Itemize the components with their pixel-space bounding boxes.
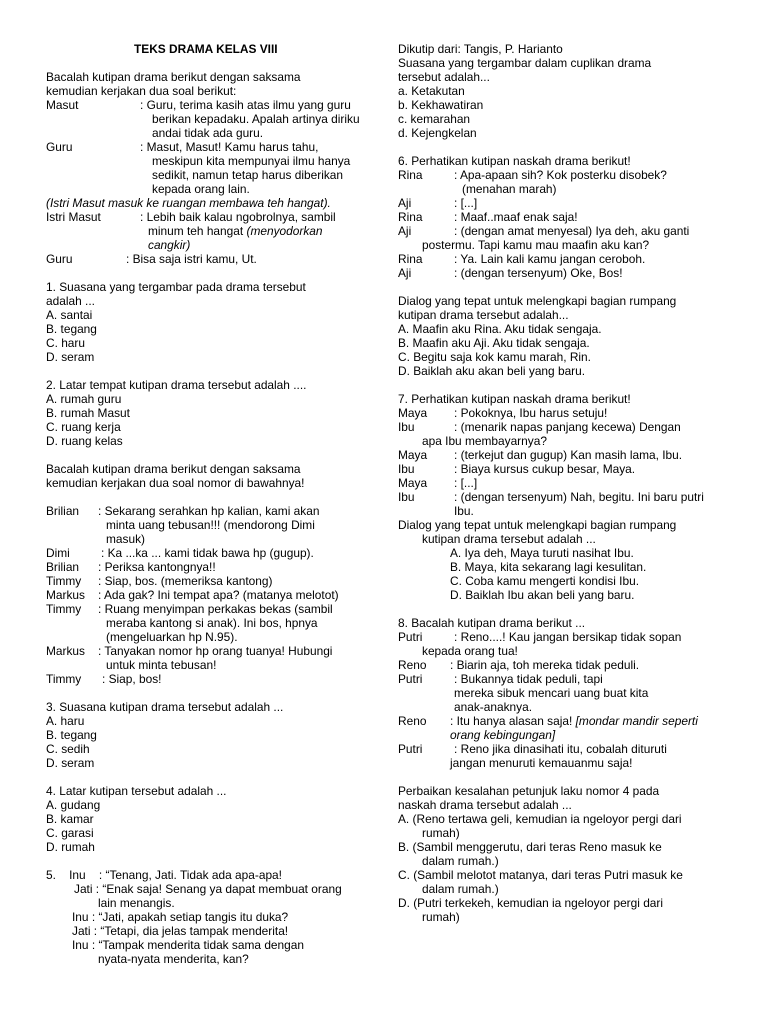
intro-2-line-2: kemudian kerjakan dua soal nomor di bawahnya! [46, 476, 305, 490]
answer-option: B. tegang [46, 322, 97, 336]
left-column [46, 42, 372, 966]
speaker-name: Ibu [398, 462, 415, 476]
question-5-dialog: Jati : “Tetapi, dia jelas tampak menderita! [72, 924, 289, 938]
question-8-prompt: Perbaikan kesalahan petunjuk laku nomor 4 pada [398, 784, 660, 798]
dialog-text: : Biarin aja, toh mereka tidak peduli. [450, 658, 640, 672]
answer-option: A. gudang [46, 798, 101, 812]
question-7-prompt: kutipan drama tersebut adalah ... [422, 532, 596, 546]
speaker-name: Timmy [46, 602, 82, 616]
dialog-text: apa Ibu membayarnya? [422, 434, 547, 448]
source-citation: Dikutip dari: Tangis, P. Harianto [398, 42, 563, 56]
intro-2-line-1: Bacalah kutipan drama berikut dengan saksama [46, 462, 301, 476]
dialog-line [398, 448, 730, 462]
dialog-text-mixed [450, 714, 730, 728]
answer-option: c. kemarahan [398, 112, 471, 126]
speaker-name: Rina [398, 252, 423, 266]
speaker-name: Masut [46, 98, 79, 112]
answer-option: dalam rumah.) [422, 854, 499, 868]
dialog-text: masuk) [106, 532, 145, 546]
speaker-name: Timmy [46, 672, 82, 686]
answer-option: B. Maafin aku Aji. Aku tidak sengaja. [398, 336, 590, 350]
answer-option: a. Ketakutan [398, 84, 465, 98]
dialog-text: : [...] [454, 476, 478, 490]
dialog-text: : (dengan amat menyesal) Iya deh, aku ganti [454, 224, 690, 238]
speaker-name: Aji [398, 224, 412, 238]
dialog-text: : Bisa saja istri kamu, Ut. [126, 252, 257, 266]
dialog-text: : Ruang menyimpan perkakas bekas (sambil [98, 602, 333, 616]
dialog-text: : Biaya kursus cukup besar, Maya. [454, 462, 636, 476]
answer-option: dalam rumah.) [422, 882, 499, 896]
dialog-text: : Ya. Lain kali kamu jangan ceroboh. [454, 252, 646, 266]
speaker-name: Istri Masut [46, 210, 101, 224]
dialog-line [398, 476, 730, 490]
answer-option: B. Maya, kita sekarang lagi kesulitan. [450, 560, 647, 574]
dialog-text: : (dengan tersenyum) Oke, Bos! [454, 266, 623, 280]
dialog-text: Ibu. [454, 504, 474, 518]
answer-option: A. rumah guru [46, 392, 122, 406]
dialog-line [398, 252, 730, 266]
dialog-line [398, 196, 730, 210]
question-6-stem: 6. Perhatikan kutipan naskah drama berikut! [398, 154, 631, 168]
speaker-name: Aji [398, 266, 412, 280]
dialog-text: untuk minta tebusan! [106, 658, 217, 672]
dialog-text: meraba kantong si anak). Ini bos, hpnya [106, 616, 318, 630]
question-1-stem: adalah ... [46, 294, 95, 308]
answer-option: C. Begitu saja kok kamu marah, Rin. [398, 350, 591, 364]
right-column [398, 42, 730, 924]
speaker-name: Putri [398, 630, 423, 644]
dialog-line [398, 490, 730, 504]
dialog-text: : (terkejut dan gugup) Kan masih lama, Ibu. [454, 448, 683, 462]
dialog-line [398, 714, 730, 728]
answer-option: C. (Sambil melotot matanya, dari teras Putri masuk ke [398, 868, 683, 882]
question-5-stem: tersebut adalah... [398, 70, 490, 84]
dialog-text: : Lebih baik kalau ngobrolnya, sambil [140, 210, 336, 224]
dialog-text: berikan kepadaku. Apalah artinya diriku [152, 112, 360, 126]
speaker-name: Reno [398, 714, 427, 728]
answer-option: D. seram [46, 350, 95, 364]
speaker-name: Aji [398, 196, 412, 210]
dialog-line [398, 168, 730, 182]
dialog-line [398, 224, 730, 238]
answer-option: B. tegang [46, 728, 97, 742]
dialog-text: minta uang tebusan!!! (mendorong Dimi [106, 518, 315, 532]
answer-option: A. santai [46, 308, 93, 322]
dialog-2-line [46, 560, 372, 574]
dialog-text: meskipun kita mempunyai ilmu hanya [152, 154, 351, 168]
dialog-text: : Pokoknya, Ibu harus setuju! [454, 406, 608, 420]
answer-option: B. rumah Masut [46, 406, 130, 420]
dialog-line [398, 406, 730, 420]
stage-direction: orang kebingungan] [450, 728, 556, 742]
answer-option: C. Coba kamu mengerti kondisi Ibu. [450, 574, 640, 588]
dialog-text: : Siap, bos! [102, 672, 162, 686]
dialog-line [398, 630, 730, 644]
answer-option: D. rumah [46, 840, 95, 854]
answer-option: B. kamar [46, 812, 94, 826]
dialog-1-line [46, 210, 372, 224]
dialog-text: : Reno....! Kau jangan bersikap tidak sopan [454, 630, 682, 644]
question-7-prompt: Dialog yang tepat untuk melengkapi bagian rumpang [398, 518, 677, 532]
speaker-name: Brilian [46, 504, 80, 518]
dialog-text-mixed [46, 224, 372, 238]
answer-option: A. haru [46, 714, 85, 728]
dialog-text: kepada orang tua! [422, 644, 518, 658]
speaker-name: Maya [398, 476, 428, 490]
dialog-2-line [46, 504, 372, 518]
answer-option: A. Iya deh, Maya turuti nasihat Ibu. [450, 546, 634, 560]
dialog-2-line [46, 588, 372, 602]
dialog-line [398, 210, 730, 224]
question-5-dialog: Jati : “Enak saja! Senang ya dapat membuat orang [74, 882, 342, 896]
dialog-text: sedikit, namun tetap harus diberikan [152, 168, 344, 182]
question-5-dialog: lain menangis. [98, 896, 175, 910]
stage-direction: (Istri Masut masuk ke ruangan membawa teh hangat). [46, 196, 331, 210]
speaker-name: Markus [46, 588, 85, 602]
speaker-name: Maya [398, 448, 428, 462]
speaker-name: Putri [398, 742, 423, 756]
dialog-1-line [46, 98, 372, 112]
speaker-name: Reno [398, 658, 427, 672]
dialog-1-line [46, 140, 372, 154]
dialog-text: anak-anaknya. [454, 700, 533, 714]
answer-option: rumah) [422, 826, 460, 840]
speaker-name: Timmy [46, 574, 82, 588]
question-2-stem: 2. Latar tempat kutipan drama tersebut adalah .... [46, 378, 307, 392]
question-5-dialog: Inu : “Tampak menderita tidak sama dengan [72, 938, 304, 952]
intro-1-line-2: kemudian kerjakan dua soal berikut: [46, 84, 237, 98]
answer-option: b. Kekhawatiran [398, 98, 484, 112]
answer-option: B. (Sambil menggerutu, dari teras Reno masuk ke [398, 840, 662, 854]
dialog-line [398, 420, 730, 434]
stage-direction: (menyodorkan [246, 224, 323, 238]
dialog-2-line [46, 574, 372, 588]
answer-option: D. Baiklah aku akan beli yang baru. [398, 364, 586, 378]
question-1-stem: 1. Suasana yang tergambar pada drama tersebut [46, 280, 306, 294]
question-8-stem: 8. Bacalah kutipan drama berikut ... [398, 616, 586, 630]
dialog-text: jangan menuruti kemauanmu saja! [450, 756, 633, 770]
dialog-text: : [...] [454, 196, 478, 210]
dialog-2-line [46, 546, 372, 560]
answer-option: C. sedih [46, 742, 90, 756]
dialog-text: : Bukannya tidak peduli, tapi [454, 672, 603, 686]
question-3-stem: 3. Suasana kutipan drama tersebut adalah ... [46, 700, 284, 714]
dialog-line [398, 742, 730, 756]
speaker-name: Ibu [398, 490, 415, 504]
dialog-text: kepada orang lain. [152, 182, 250, 196]
dialog-text: : Maaf..maaf enak saja! [454, 210, 578, 224]
question-4-stem: 4. Latar kutipan tersebut adalah ... [46, 784, 227, 798]
dialog-text: : Ada gak? Ini tempat apa? (matanya melotot) [98, 588, 339, 602]
dialog-text: : Reno jika dinasihati itu, cobalah dituruti [454, 742, 667, 756]
answer-option: rumah) [422, 910, 460, 924]
stage-direction: cangkir) [148, 238, 191, 252]
speaker-name: Rina [398, 168, 423, 182]
question-7-stem: 7. Perhatikan kutipan naskah drama berikut! [398, 392, 631, 406]
page-title: TEKS DRAMA KELAS VIII [134, 42, 278, 56]
speaker-name: Guru [46, 140, 73, 154]
answer-option: C. garasi [46, 826, 94, 840]
answer-option: A. Maafin aku Rina. Aku tidak sengaja. [398, 322, 602, 336]
dialog-2-line [46, 602, 372, 616]
dialog-text: : Itu hanya alasan saja! [450, 714, 576, 728]
answer-option: D. (Putri terkekeh, kemudian ia ngeloyor pergi dari [398, 896, 664, 910]
answer-option: D. seram [46, 756, 95, 770]
dialog-text: : Sekarang serahkan hp kalian, kami akan [98, 504, 320, 518]
stage-direction: [mondar mandir seperti [575, 714, 698, 728]
speaker-name: Ibu [398, 420, 415, 434]
dialog-2-line [46, 672, 372, 686]
dialog-text: : Ka ...ka ... kami tidak bawa hp (gugup). [101, 546, 314, 560]
dialog-text: : Tanyakan nomor hp orang tuanya! Hubungi [98, 644, 333, 658]
dialog-1-line [46, 252, 372, 266]
answer-option: C. haru [46, 336, 85, 350]
dialog-text: : (menarik napas panjang kecewa) Dengan [454, 420, 681, 434]
question-5-dialog: Inu : “Jati, apakah setiap tangis itu duka? [72, 910, 289, 924]
dialog-text: minum teh hangat [148, 224, 247, 238]
speaker-name: Putri [398, 672, 423, 686]
dialog-text: : Guru, terima kasih atas ilmu yang guru [140, 98, 351, 112]
answer-option: d. Kejengkelan [398, 126, 477, 140]
speaker-name: Dimi [46, 546, 70, 560]
dialog-line [398, 462, 730, 476]
question-5-dialog: 5. Inu : “Tenang, Jati. Tidak ada apa-apa! [46, 868, 282, 882]
speaker-name: Markus [46, 644, 85, 658]
dialog-line [398, 658, 730, 672]
speaker-name: Maya [398, 406, 428, 420]
question-6-prompt: kutipan drama tersebut adalah... [398, 308, 569, 322]
dialog-text: andai tidak ada guru. [152, 126, 264, 140]
answer-option: C. ruang kerja [46, 420, 121, 434]
dialog-line [398, 672, 730, 686]
dialog-2-line [46, 644, 372, 658]
dialog-text: : Siap, bos. (memeriksa kantong) [98, 574, 273, 588]
speaker-name: Guru [46, 252, 73, 266]
speaker-name: Brilian [46, 560, 80, 574]
dialog-text: (mengeluarkan hp N.95). [106, 630, 238, 644]
dialog-text: postermu. Tapi kamu mau maafin aku kan? [422, 238, 650, 252]
dialog-text: mereka sibuk mencari uang buat kita [454, 686, 649, 700]
question-6-prompt: Dialog yang tepat untuk melengkapi bagian rumpang [398, 294, 677, 308]
dialog-text: (menahan marah) [462, 182, 557, 196]
question-8-prompt: naskah drama tersebut adalah ... [398, 798, 572, 812]
dialog-text: : Apa-apaan sih? Kok posterku disobek? [454, 168, 667, 182]
answer-option: A. (Reno tertawa geli, kemudian ia ngeloyor pergi dari [398, 812, 682, 826]
dialog-text: : Periksa kantongnya!! [98, 560, 216, 574]
answer-option: D. Baiklah Ibu akan beli yang baru. [450, 588, 635, 602]
question-5-stem: Suasana yang tergambar dalam cuplikan drama [398, 56, 652, 70]
speaker-name: Rina [398, 210, 423, 224]
dialog-line [398, 266, 730, 280]
dialog-text: : (dengan tersenyum) Nah, begitu. Ini baru putri [454, 490, 704, 504]
answer-option: D. ruang kelas [46, 434, 123, 448]
dialog-text: : Masut, Masut! Kamu harus tahu, [140, 140, 319, 154]
question-5-dialog: nyata-nyata menderita, kan? [98, 952, 249, 966]
intro-1-line-1: Bacalah kutipan drama berikut dengan saksama [46, 70, 301, 84]
